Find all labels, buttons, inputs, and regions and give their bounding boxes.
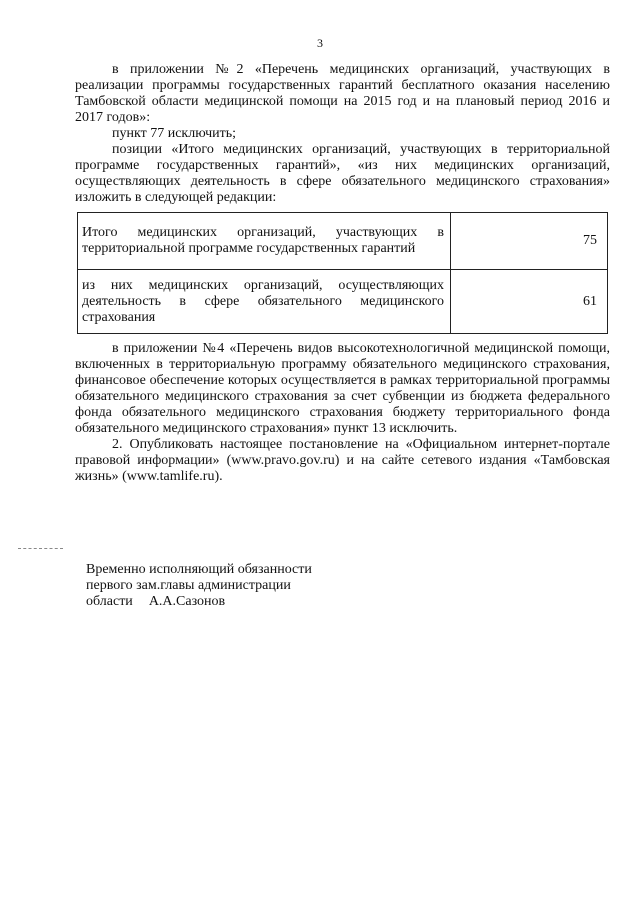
- table-cell-value: 75: [451, 213, 608, 270]
- signature-title-line-3: [86, 594, 312, 610]
- document-body: [75, 62, 610, 485]
- signature-region: области: [86, 594, 133, 609]
- paragraph-item-77: пункт 77 исключить;: [112, 126, 237, 141]
- table-cell-label: из них медицинских организаций, осуществляющих деятельность в сфере обязательного медицинского страхования: [78, 270, 451, 334]
- signature-title-line-1: Временно исполняющий обязанности: [86, 562, 312, 577]
- organizations-table: [77, 212, 608, 334]
- paragraph-appendix-2: в приложении №2 «Перечень медицинских организаций, участвующих в реализации программы государственных гарантий бесплатного оказания населению Тамбовской области медицинской помощи на 2015 год и на плановый период 2016 и 2017 годов»:: [75, 62, 610, 125]
- table-row: [78, 270, 608, 334]
- table-cell-value: 61: [451, 270, 608, 334]
- paragraph-positions: позиции «Итого медицинских организаций, участвующих в территориальной программе государственных гарантий», «из них медицинских организаций, осуществляющих деятельность в сфере обязательного медицинского страхования» изложить в следующей редакции:: [75, 142, 610, 205]
- signature-title-line-2: первого зам.главы администрации: [86, 578, 291, 593]
- signature-block: [86, 562, 312, 610]
- table-row: [78, 213, 608, 270]
- table-cell-label: Итого медицинских организаций, участвующих в территориальной программе государственных гарантий: [78, 213, 451, 270]
- margin-mark: [18, 548, 63, 549]
- signatory-name: А.А.Сазонов: [148, 594, 226, 609]
- paragraph-publish: 2. Опубликовать настоящее постановление на «Официальном интернет-портале правовой информации» (www.pravo.gov.ru) и на сайте сетевого издания «Тамбовская жизнь» (www.tamlife.ru).: [75, 437, 610, 484]
- page-number: 3: [317, 36, 323, 50]
- paragraph-appendix-4: в приложении №4 «Перечень видов высокотехнологичной медицинской помощи, включенных в территориальную программу обязательного медицинского страхования, финансовое обеспечение которых осуществляется в рамках территориальной программы обязательного медицинского страхования за счет субвенции из бюджета федерального фонда обязательного медицинского страхования бюджету территориального фонда обязательного медицинского страхования» пункт 13 исключить.: [75, 341, 610, 436]
